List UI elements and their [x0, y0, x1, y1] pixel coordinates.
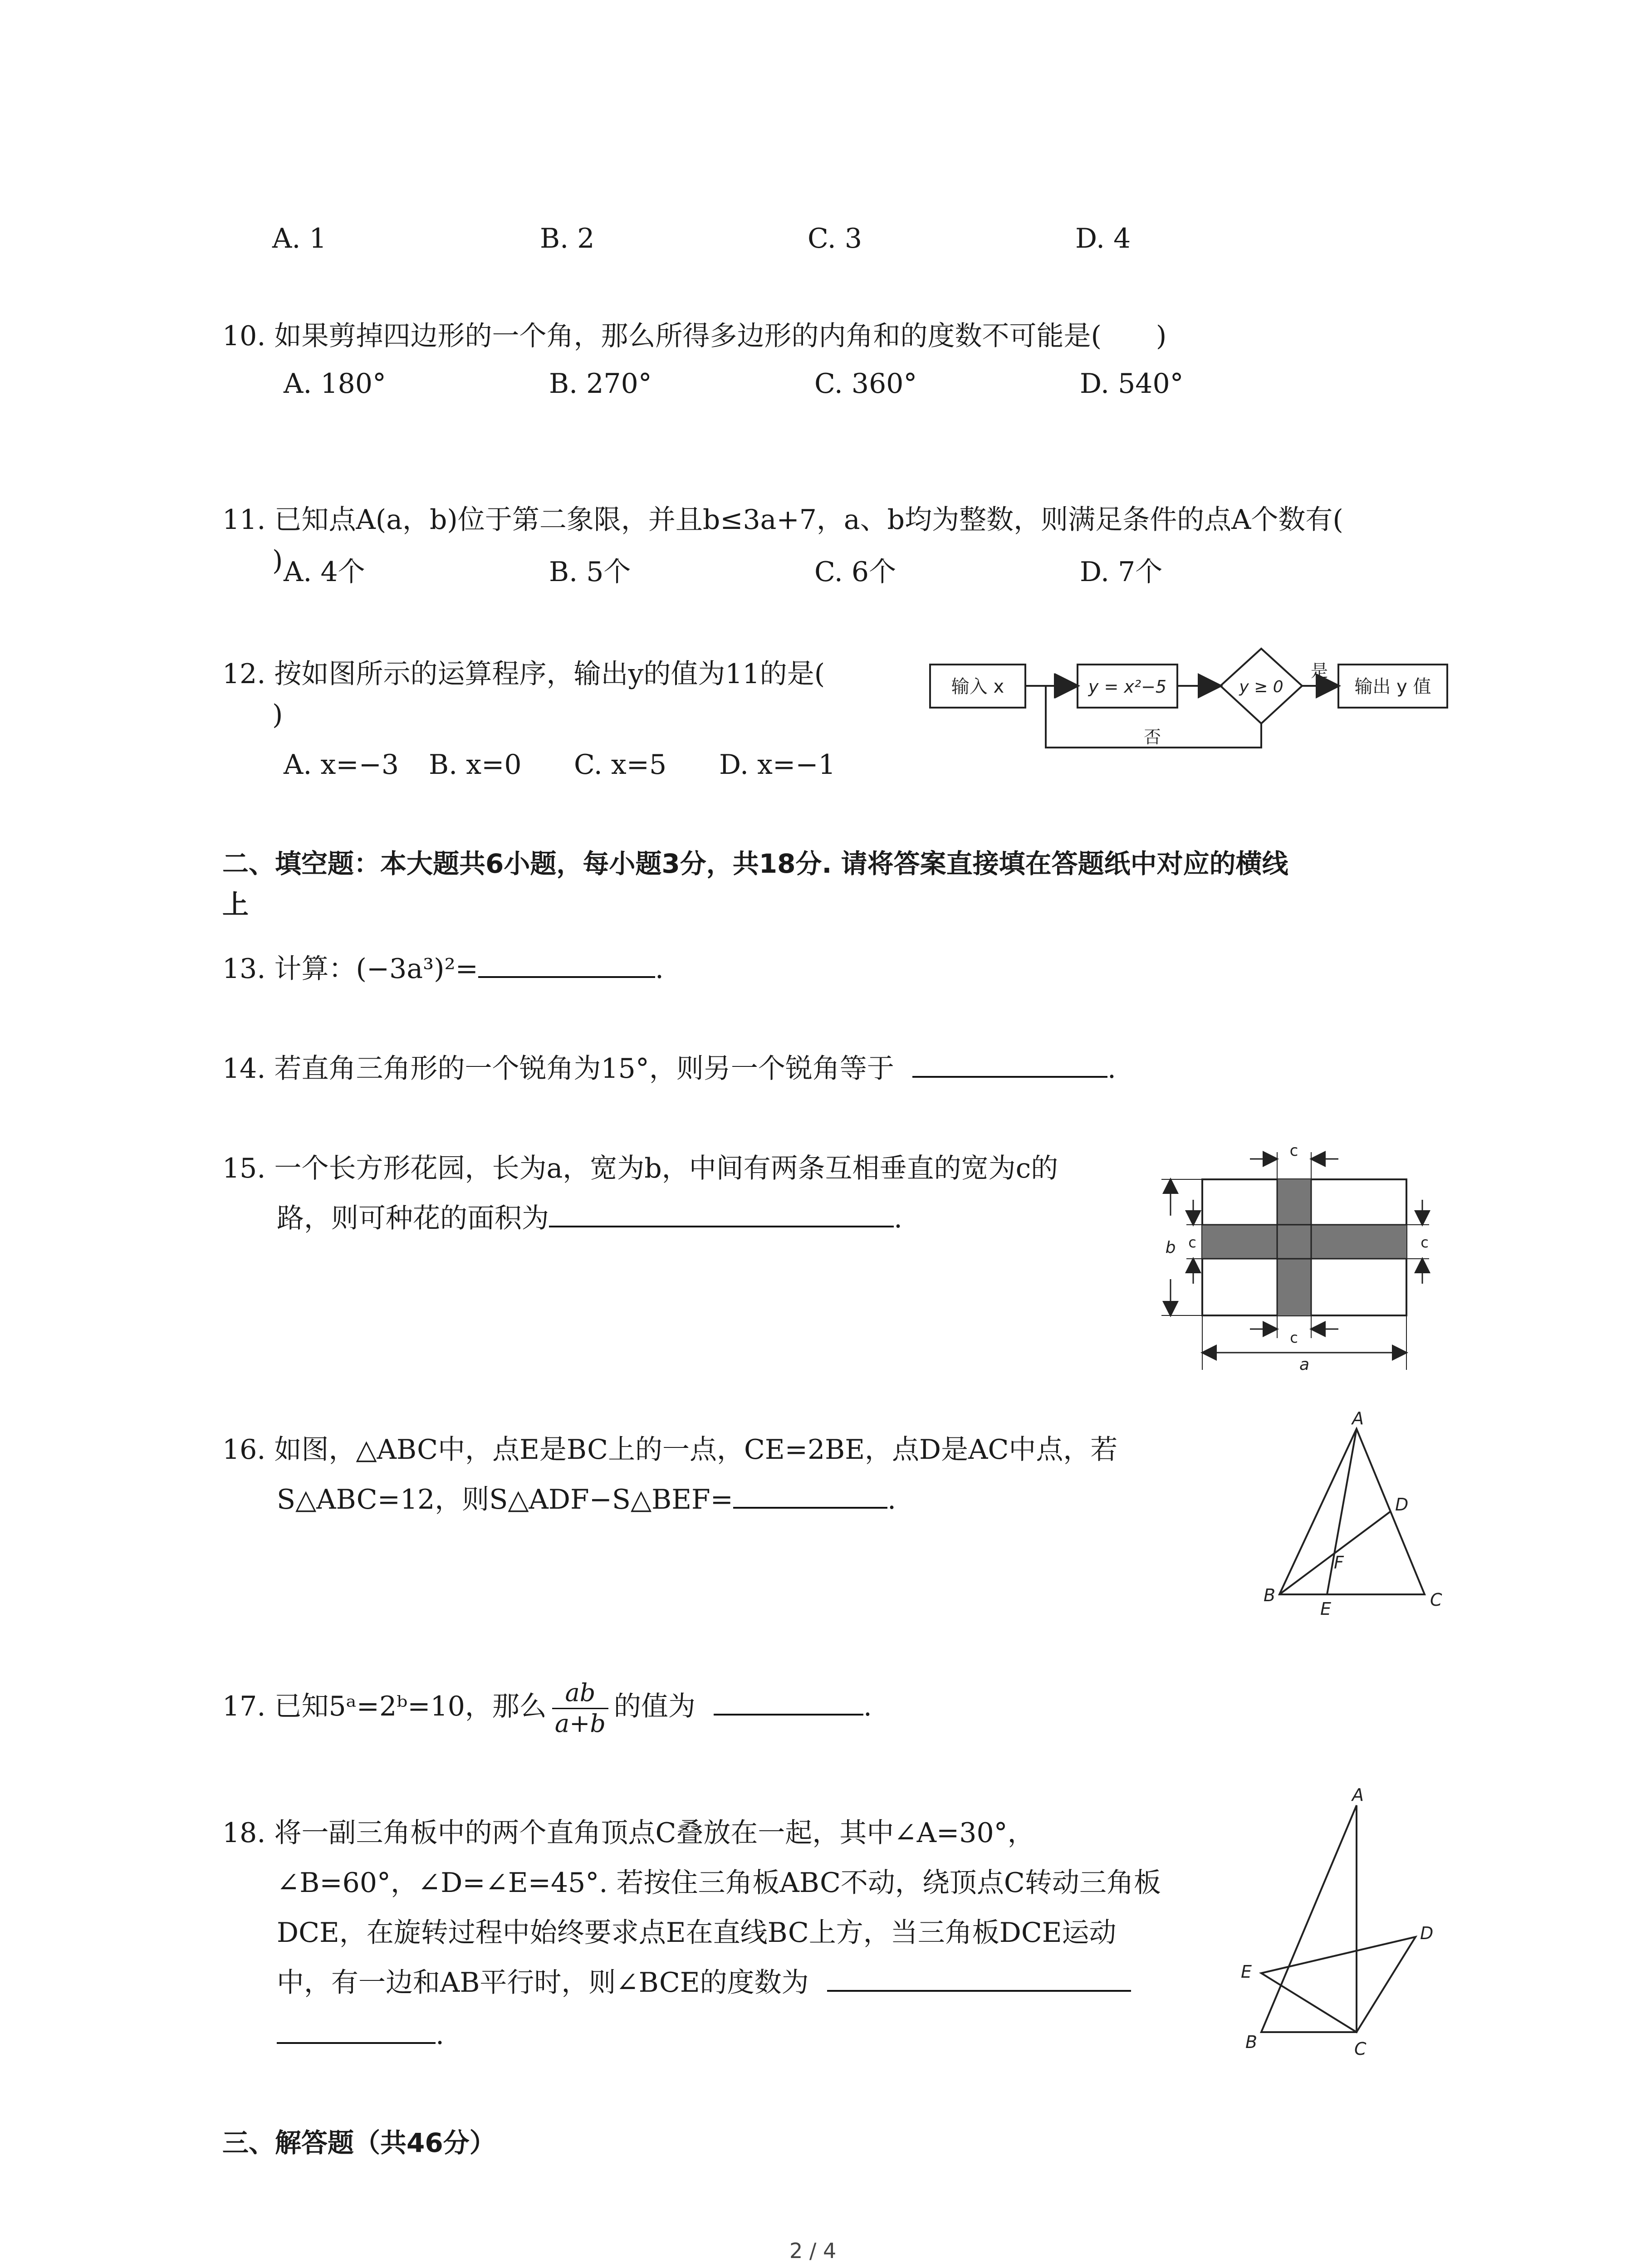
label-a: A — [1352, 1408, 1364, 1428]
q11-stem: 11. 已知点A(a，b)位于第二象限，并且b≤3a+7，a、b均为整数，则满足条件的点A个数有( — [222, 504, 1343, 536]
label-c: C — [1430, 1590, 1442, 1610]
q11-option-c: C. 6个 — [814, 556, 896, 588]
q14-suffix: . — [1107, 1053, 1116, 1085]
q18-set-square-figure — [1220, 1787, 1456, 2077]
q15-garden-figure — [1152, 1143, 1470, 1379]
label-b: B — [1264, 1585, 1276, 1605]
q15-prefix: 路，则可种花的面积为 — [277, 1202, 549, 1234]
q17-denominator: a+b — [554, 1709, 606, 1738]
q12-option-a: A. x=−3 — [284, 749, 399, 781]
q16-stem-2 — [277, 1483, 896, 1516]
q18-prefix: 中，有一边和AB平行时，则∠BCE的度数为 — [277, 1967, 809, 1999]
q17-fraction — [552, 1678, 608, 1739]
q9-option-d: D. 4 — [1075, 223, 1131, 254]
q13-answer-blank[interactable] — [478, 953, 655, 978]
q11-option-b: B. 5个 — [549, 556, 631, 588]
q16-triangle-figure — [1252, 1408, 1456, 1619]
q9-option-c: C. 3 — [808, 223, 862, 254]
garden-a-label: a — [1299, 1355, 1310, 1374]
q11-option-d: D. 7个 — [1080, 556, 1163, 588]
q17-suffix: . — [863, 1690, 872, 1722]
garden-vertical-path — [1277, 1179, 1311, 1315]
label-f: F — [1334, 1553, 1344, 1573]
q14-prefix: 14. 若直角三角形的一个锐角为15°，则另一个锐角等于 — [222, 1053, 894, 1085]
q14-stem — [222, 1052, 1116, 1085]
q18-stem-2: ∠B=60°，∠D=∠E=45°. 若按住三角板ABC不动，绕顶点C转动三角板 — [277, 1867, 1161, 1899]
q18-stem-3: DCE，在旋转过程中始终要求点E在直线BC上方，当三角板DCE运动 — [277, 1917, 1117, 1949]
flow-input-label: 输入 x — [951, 676, 1004, 697]
q10-option-d: D. 540° — [1080, 368, 1184, 400]
label-e: E — [1320, 1599, 1332, 1619]
q18-stem-5 — [277, 2019, 444, 2051]
flow-output-label: 输出 y 值 — [1354, 676, 1431, 697]
q16-prefix: S△ABC=12，则S△ADF−S△BEF= — [277, 1484, 733, 1515]
q18-suffix: . — [436, 2019, 445, 2051]
q16-suffix: . — [887, 1484, 896, 1515]
q15-answer-blank[interactable] — [549, 1203, 894, 1227]
label-b: B — [1245, 2032, 1258, 2052]
label-d: D — [1395, 1495, 1409, 1515]
q18-answer-blank[interactable] — [827, 1967, 1131, 1992]
q18-answer-blank-cont[interactable] — [277, 2019, 436, 2044]
label-a: A — [1352, 1785, 1364, 1805]
flow-yes-label: 是 — [1310, 661, 1328, 681]
q10-option-a: A. 180° — [284, 368, 386, 400]
q17-stem — [222, 1678, 872, 1739]
q16-answer-blank[interactable] — [733, 1484, 887, 1509]
q15-stem-2 — [277, 1202, 902, 1235]
garden-c-left-label: c — [1188, 1234, 1196, 1251]
q12-option-c: C. x=5 — [574, 749, 667, 781]
page-number: 2 / 4 — [789, 2239, 837, 2263]
q18-stem: 18. 将一副三角板中的两个直角顶点C叠放在一起，其中∠A=30°， — [222, 1817, 1035, 1849]
q16-stem: 16. 如图，△ABC中，点E是BC上的一点，CE=2BE，点D是AC中点，若 — [222, 1434, 1118, 1466]
flow-condition-label: y ≥ 0 — [1239, 678, 1283, 696]
q18-stem-4 — [277, 1966, 1131, 1999]
triangle-dce — [1261, 1937, 1416, 2032]
q12-stem-close: ) — [272, 699, 283, 731]
triangle-abc — [1261, 1805, 1357, 2032]
q9-option-a: A. 1 — [272, 223, 327, 254]
flow-no-label: 否 — [1143, 727, 1161, 747]
q10-option-b: B. 270° — [549, 368, 652, 400]
section3-title: 三、解答题（共46分） — [222, 2127, 496, 2158]
q10-option-c: C. 360° — [814, 368, 917, 400]
q9-option-b: B. 2 — [540, 223, 595, 254]
label-d: D — [1420, 1923, 1434, 1943]
garden-c-right-label: c — [1421, 1234, 1429, 1251]
q17-prefix: 17. 已知5ᵃ=2ᵇ=10，那么 — [222, 1690, 547, 1722]
label-e: E — [1241, 1962, 1252, 1982]
label-c: C — [1354, 2039, 1367, 2059]
flow-formula-label: y = x²−5 — [1088, 677, 1167, 697]
q17-mid: 的值为 — [613, 1690, 696, 1722]
q12-flowchart — [926, 644, 1452, 762]
q13-stem — [222, 953, 664, 985]
q13-suffix: . — [655, 953, 664, 985]
q12-stem: 12. 按如图所示的运算程序，输出y的值为11的是( — [222, 658, 825, 690]
q11-option-a: A. 4个 — [284, 556, 365, 588]
q15-stem: 15. 一个长方形花园，长为a，宽为b，中间有两条互相垂直的宽为c的 — [222, 1153, 1058, 1184]
q10-stem: 10. 如果剪掉四边形的一个角，那么所得多边形的内角和的度数不可能是( ) — [222, 320, 1167, 352]
section2-title: 二、填空题：本大题共6小题，每小题3分，共18分. 请将答案直接填在答题纸中对应的横线 — [222, 848, 1288, 879]
q12-option-d: D. x=−1 — [719, 749, 836, 781]
garden-c-bottom-label: c — [1290, 1329, 1298, 1346]
q12-option-b: B. x=0 — [429, 749, 522, 781]
q17-answer-blank[interactable] — [714, 1691, 863, 1716]
q11-stem-close: ) — [272, 545, 283, 577]
garden-c-top-label: c — [1289, 1142, 1298, 1160]
garden-b-label: b — [1165, 1238, 1176, 1257]
section2-title-cont: 上 — [222, 889, 249, 920]
q15-suffix: . — [894, 1202, 903, 1234]
q13-prefix: 13. 计算：(−3a³)²= — [222, 953, 478, 985]
q14-answer-blank[interactable] — [912, 1053, 1107, 1078]
q17-numerator: ab — [552, 1678, 608, 1709]
